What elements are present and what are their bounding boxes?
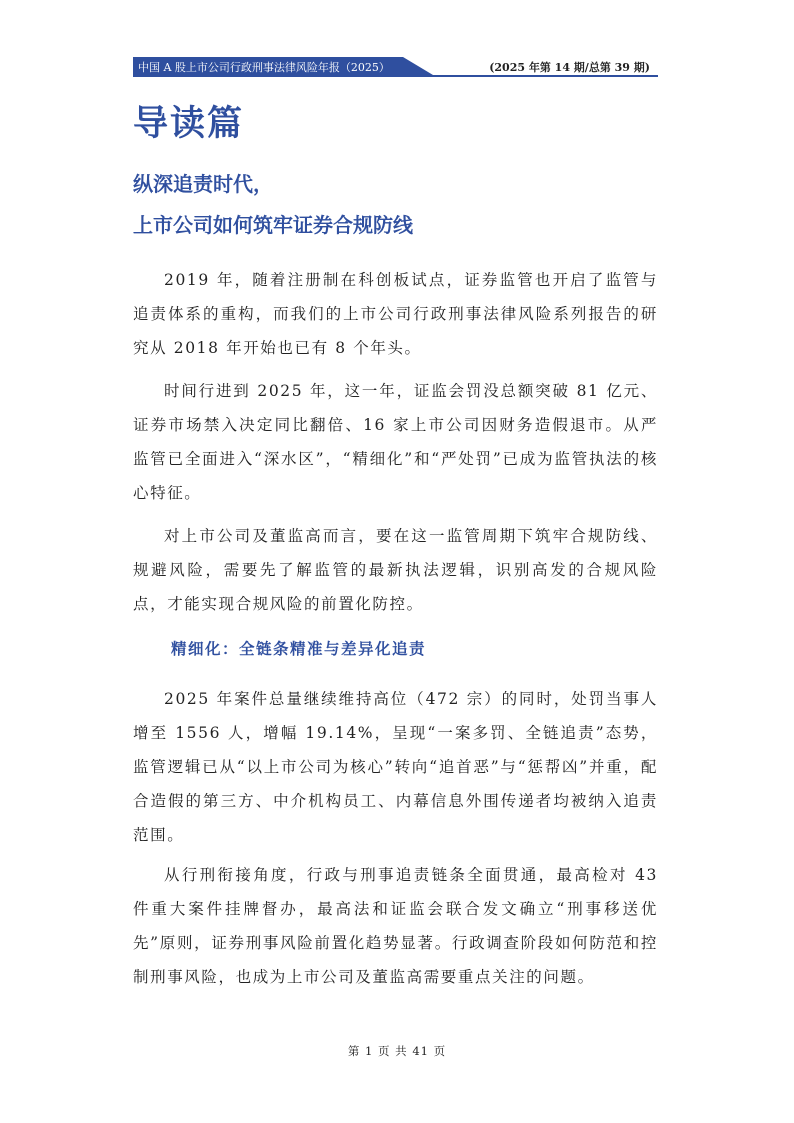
subtitle-line-1: 纵深追责时代， xyxy=(133,172,273,196)
paragraph: 对上市公司及董监高而言，要在这一监管周期下筑牢合规防线、规避风险，需要先了解监管的最新执法逻辑，识别高发的合规风险点，才能实现合规风险的前置化防控。 xyxy=(133,527,658,613)
section-paragraph-1 xyxy=(133,682,658,852)
paragraph: 从行刑衔接角度，行政与刑事追责链条全面贯通，最高检对 43 件重大案件挂牌督办，最高法和证监会联合发文确立“刑事移送优先”原则，证券刑事风险前置化趋势显著。行政调查阶段如何防范和控制刑事风险，也成为上市公司及董监高需要重点关注的问题。 xyxy=(133,866,658,986)
issue-number: (2025 年第 14 期/总第 39 期) xyxy=(489,61,650,74)
paragraph: 时间行进到 2025 年，这一年，证监会罚没总额突破 81 亿元、证券市场禁入决定同比翻倍、16 家上市公司因财务造假退市。从严监管已全面进入“深水区”，“精细化”和“严处罚”已成为监管执法的核心特征。 xyxy=(133,382,658,502)
section-paragraph-2 xyxy=(133,858,658,994)
section-heading: 精细化：全链条精准与差异化追责 xyxy=(171,640,427,658)
header-rule xyxy=(133,75,658,77)
intro-paragraph-1 xyxy=(133,263,658,365)
subtitle-line-2: 上市公司如何筑牢证券合规防线 xyxy=(133,213,413,237)
report-title-header: 中国 A 股上市公司行政刑事法律风险年报（2025） xyxy=(138,61,390,74)
paragraph: 2025 年案件总量继续维持高位（472 宗）的同时，处罚当事人增至 1556 人，增幅 19.14%，呈现“一案多罚、全链追责”态势，监管逻辑已从“以上市公司为核心”转向“追首恶”与“惩帮凶”并重，配合造假的第三方、中介机构员工、内幕信息外围传递者均被纳入追责范围。 xyxy=(133,690,658,844)
page-footer: 第 1 页 共 41 页 xyxy=(347,1044,447,1058)
intro-paragraph-3 xyxy=(133,519,658,621)
paragraph: 2019 年，随着注册制在科创板试点，证券监管也开启了监管与追责体系的重构，而我们的上市公司行政刑事法律风险系列报告的研究从 2018 年开始也已有 8 个年头。 xyxy=(133,271,658,357)
page-title: 导读篇 xyxy=(133,104,245,144)
running-header xyxy=(133,57,658,75)
intro-paragraph-2 xyxy=(133,374,658,510)
